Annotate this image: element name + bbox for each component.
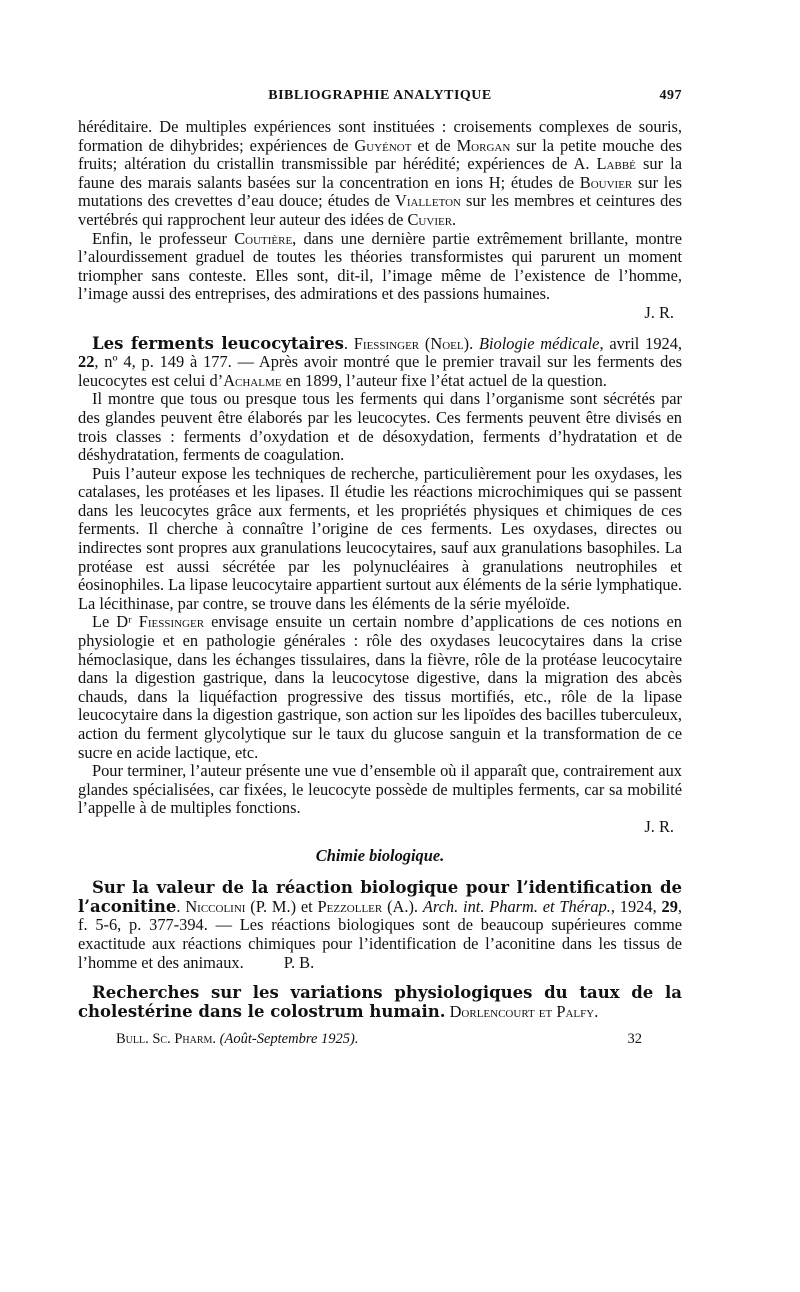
author-name: Niccolini	[185, 896, 246, 916]
footer-date: (Août-Septembre 1925).	[219, 1031, 359, 1048]
page-number: 497	[659, 88, 682, 103]
article1-paragraph-5: Pour terminer, l’auteur présente une vue d’ensemble où il apparaît que, contrairement aux glandes spécialisées, car fixées, le leucocyte possède de multiples ferments, car sa mobilité l’appelle à de multiples fonctions.	[78, 761, 682, 818]
section-heading: Chimie biologique.	[315, 845, 445, 865]
author-name: Bouvier	[579, 172, 633, 192]
intro-signature: J. R.	[644, 302, 674, 322]
article1-author: Fiessinger (Noel)	[353, 333, 470, 353]
author-name: Cuvier	[407, 209, 453, 229]
author-name: Guyénot	[354, 135, 412, 155]
author-name: Fiessinger	[138, 612, 205, 632]
author-name: Morgan	[456, 135, 511, 155]
footer-journal: Bull. Sc. Pharm.	[116, 1031, 217, 1048]
article1-paragraph-3: Puis l’auteur expose les techniques de recherche, particulièrement pour les oxydases, les catalases, les protéases et les lipases. Il étudie les réactions microchimiques qui se passent dans les leucocytes grâce aux ferments, et les propriétés physiques et chimiques de ces ferments. Il cherche à connaître l’origine de ces ferments. Les oxydases, directes ou indirectes sont propres aux granulations leucocytaires, sauf aux granulations basophiles. La protéase est aussi sécrétée par les polynucléaires à granulations neutrophiles et éosinophiles. La lipase leucocytaire appartient surtout aux éléments de la série lymphatique. La lécithinase, par contre, se trouve dans les éléments de la série myéloïde.	[78, 463, 682, 613]
running-title: BIBLIOGRAPHIE ANALYTIQUE	[268, 88, 492, 103]
author-name: Labbé	[596, 154, 636, 174]
article1-citation: Les ferments leucocytaires. Fiessinger (Noel). Biologie médicale, avril 1924, 22, nº 4, p. 149 à 177. — Après avoir montré que le premier travail sur les ferments des leucocytes est celui d’Achalme en 1899, l’auteur fixe l’état actuel de la question.	[78, 333, 683, 390]
article1-journal: Biologie médicale	[478, 333, 600, 353]
article1-paragraph-2: Il montre que tous ou presque tous les ferments qui dans l’organisme sont sécrétés par des glandes peuvent être élaborés par les leucocytes. Ces ferments peuvent être divisés en trois classes : ferments d’oxydation et de désoxydation, ferments d’hydratation et de déshydratation, ferments de coagulation.	[78, 389, 682, 465]
article2-signature: P. B.	[283, 952, 315, 972]
article1-volume: 22	[78, 352, 95, 372]
article3-title: Recherches sur les variations physiologiques du taux de la cholestérine dans le colostrum humain.	[78, 983, 682, 1021]
author-name: Vialleton	[394, 191, 461, 211]
article2-volume: 29	[661, 896, 678, 916]
running-header	[78, 88, 682, 112]
author-name: Coutière	[234, 228, 293, 248]
intro-paragraph-2: Enfin, le professeur Coutière, dans une dernière partie extrêmement brillante, montre l’alourdissement graduel de toutes les théories transformistes qui parurent un moment triompher sans conteste. Elles sont, dit-il, l’image même de l’existence de l’homme, l’image aussi des entreprises, des admirations et des passions humaines.	[78, 228, 682, 304]
article2-journal: Arch. int. Pharm. et Thérap.	[422, 896, 611, 916]
intro-paragraph-1: héréditaire. De multiples expériences sont instituées : croisements complexes de souris, formation de dihybrides; expériences de Guyénot et de Morgan sur la petite mouche des fruits; altération du cristallin transmissible par hérédité; expériences de A. Labbé sur la faune des marais salants basées sur la concentration en ions H; études de Bouvier sur les mutations des crevettes d’eau douce; études de Vialleton sur les membres et ceintures des vertébrés qui rapprochent leur auteur des idées de Cuvier.	[78, 117, 683, 229]
article1-paragraph-4: Le Dʳ Fiessinger envisage ensuite un certain nombre d’applications de ces notions en physiologie et en pathologie générales : rôle des oxydases leucocytaires dans la crise hémoclasique, dans les échanges tissulaires, dans la fièvre, rôle de la protéase leucocytaire dans la digestion gastrique, dans la leucocytose digestive, dans la migration des abcès chauds, dans la liquéfaction progressive des tissus mortifiés, etc., rôle de la lipase leucocytaire dans la digestion gastrique, son action sur les lipoïdes des bacilles tuberculeux, action du ferment glycolytique sur le taux du glucose sanguin et la transformation de ce sucre en acide lactique, etc.	[78, 612, 682, 762]
page-body	[78, 118, 682, 1021]
author-name: Pezzoller	[317, 896, 383, 916]
article1-signature: J. R.	[644, 816, 674, 836]
author-name: Achalme	[223, 370, 282, 390]
footer-number: 32	[627, 1031, 642, 1048]
article3-authors: Dorlencourt et Palfy.	[449, 1001, 599, 1021]
article3-citation	[78, 984, 682, 1021]
article2-citation: Sur la valeur de la réaction biologique pour l’identification de l’aconitine. Niccolini (P. M.) et Pezzoller (A.). Arch. int. Pharm. et Thérap., 1924, 29, f. 5-6, p. 377-394. — Les réactions biologiques sont de beaucoup supérieures comme exactitude aux réactions chimiques pour l’identification de l’aconitine dans les tissus de l’homme et des animaux. P. B.	[78, 878, 682, 972]
page	[78, 88, 682, 1051]
page-footer	[78, 1031, 682, 1051]
article1-title: Les ferments leucocytaires	[92, 333, 344, 353]
article2-title: Sur la valeur de la réaction biologique pour l’identification de l’aconitine	[78, 878, 682, 916]
